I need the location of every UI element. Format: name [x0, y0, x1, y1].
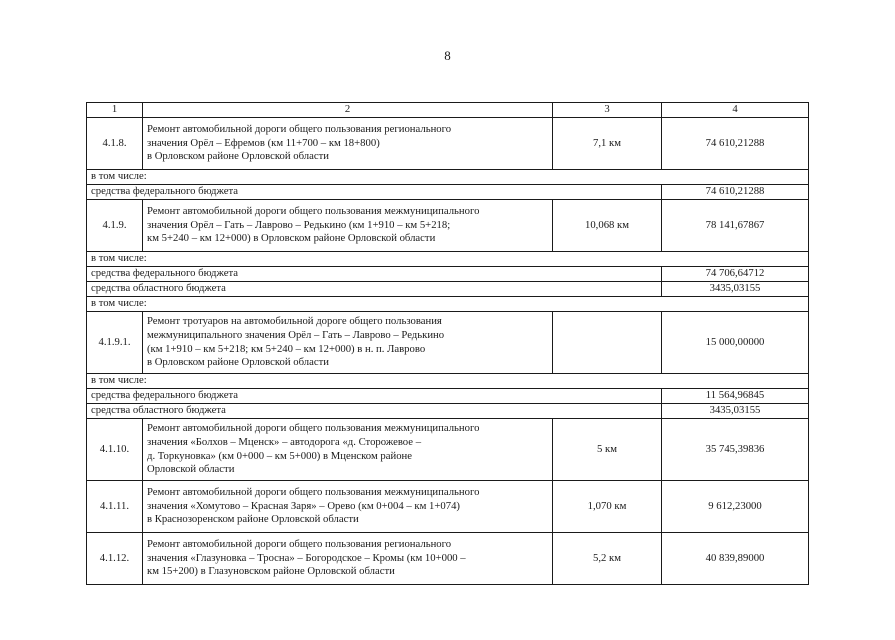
description-line: (км 1+910 – км 5+218; км 5+240 – км 12+000) в н. п. Лаврово: [147, 342, 426, 355]
item-row: [87, 312, 809, 374]
item-description: [143, 533, 553, 585]
funding-source-label: средства федерального бюджета: [87, 185, 662, 200]
including-label: в том числе:: [87, 170, 809, 185]
item-row: [87, 533, 809, 585]
funding-source-amount: 11 564,96845: [662, 389, 809, 404]
item-number: 4.1.9.1.: [87, 312, 143, 374]
funding-source-amount: 3435,03155: [662, 282, 809, 297]
item-row: [87, 419, 809, 481]
including-row: [87, 252, 809, 267]
item-amount: 35 745,39836: [662, 419, 809, 481]
funding-source-row: [87, 267, 809, 282]
item-amount: 78 141,67867: [662, 200, 809, 252]
description-line: км 5+240 – км 12+000) в Орловском районе Орловской области: [147, 232, 436, 245]
including-label: в том числе:: [87, 252, 809, 267]
description-line: Орловской области: [147, 463, 235, 476]
item-number: 4.1.11.: [87, 481, 143, 533]
including-label: в том числе:: [87, 374, 809, 389]
table-header-row: [87, 103, 809, 118]
description-line: в Орловском районе Орловской области: [147, 150, 329, 163]
item-description: [143, 481, 553, 533]
description-line: значения Орёл – Гать – Лаврово – Редькино (км 1+910 – км 5+218;: [147, 218, 451, 231]
funding-source-row: [87, 389, 809, 404]
item-length: 5 км: [553, 419, 662, 481]
including-row: [87, 170, 809, 185]
including-row: [87, 297, 809, 312]
including-label: в том числе:: [87, 297, 809, 312]
description-line: Ремонт автомобильной дороги общего пользования регионального: [147, 538, 452, 551]
item-description: [143, 200, 553, 252]
description-line: значения «Глазуновка – Тросна» – Богородское – Кромы (км 10+000 –: [147, 551, 466, 564]
page-number: 8: [444, 48, 451, 63]
description-line: д. Торкуновка» (км 0+000 – км 5+000) в Мценском районе: [147, 449, 412, 462]
description-line: км 15+200) в Глазуновском районе Орловской области: [147, 565, 395, 578]
description-line: межмуниципального значения Орёл – Гать – Лаврово – Редькино: [147, 328, 445, 341]
item-number: 4.1.8.: [87, 118, 143, 170]
item-length: [553, 312, 662, 374]
funding-source-row: [87, 185, 809, 200]
including-row: [87, 374, 809, 389]
description-line: значения «Хомутово – Красная Заря» – Орево (км 0+004 – км 1+074): [147, 499, 460, 512]
item-description: [143, 118, 553, 170]
funding-source-row: [87, 404, 809, 419]
description-line: Ремонт тротуаров на автомобильной дороге общего пользования: [147, 315, 442, 328]
funding-source-amount: 3435,03155: [662, 404, 809, 419]
header-cell: 2: [143, 103, 553, 118]
description-line: значения Орёл – Ефремов (км 11+700 – км 18+800): [147, 136, 380, 149]
item-number: 4.1.9.: [87, 200, 143, 252]
description-line: Ремонт автомобильной дороги общего пользования межмуниципального: [147, 486, 480, 499]
item-amount: 74 610,21288: [662, 118, 809, 170]
program-table: [86, 102, 809, 585]
header-cell: 3: [553, 103, 662, 118]
funding-source-amount: 74 706,64712: [662, 267, 809, 282]
item-length: 5,2 км: [553, 533, 662, 585]
header-cell: 4: [662, 103, 809, 118]
description-line: в Краснозоренском районе Орловской области: [147, 513, 359, 526]
funding-source-label: средства областного бюджета: [87, 404, 662, 419]
funding-source-label: средства федерального бюджета: [87, 389, 662, 404]
description-line: Ремонт автомобильной дороги общего пользования межмуниципального: [147, 205, 480, 218]
item-length: 1,070 км: [553, 481, 662, 533]
funding-source-label: средства областного бюджета: [87, 282, 662, 297]
description-line: Ремонт автомобильной дороги общего пользования межмуниципального: [147, 422, 480, 435]
description-line: Ремонт автомобильной дороги общего пользования регионального: [147, 123, 452, 136]
item-row: [87, 200, 809, 252]
item-description: [143, 312, 553, 374]
item-length: 7,1 км: [553, 118, 662, 170]
funding-source-label: средства федерального бюджета: [87, 267, 662, 282]
item-row: [87, 481, 809, 533]
item-amount: 40 839,89000: [662, 533, 809, 585]
header-cell: 1: [87, 103, 143, 118]
item-row: [87, 118, 809, 170]
item-description: [143, 419, 553, 481]
funding-source-amount: 74 610,21288: [662, 185, 809, 200]
item-number: 4.1.12.: [87, 533, 143, 585]
description-line: в Орловском районе Орловской области: [147, 356, 329, 369]
item-number: 4.1.10.: [87, 419, 143, 481]
description-line: значения «Болхов – Мценск» – автодорога «д. Сторожевое –: [147, 435, 422, 448]
item-length: 10,068 км: [553, 200, 662, 252]
item-amount: 15 000,00000: [662, 312, 809, 374]
item-amount: 9 612,23000: [662, 481, 809, 533]
funding-source-row: [87, 282, 809, 297]
